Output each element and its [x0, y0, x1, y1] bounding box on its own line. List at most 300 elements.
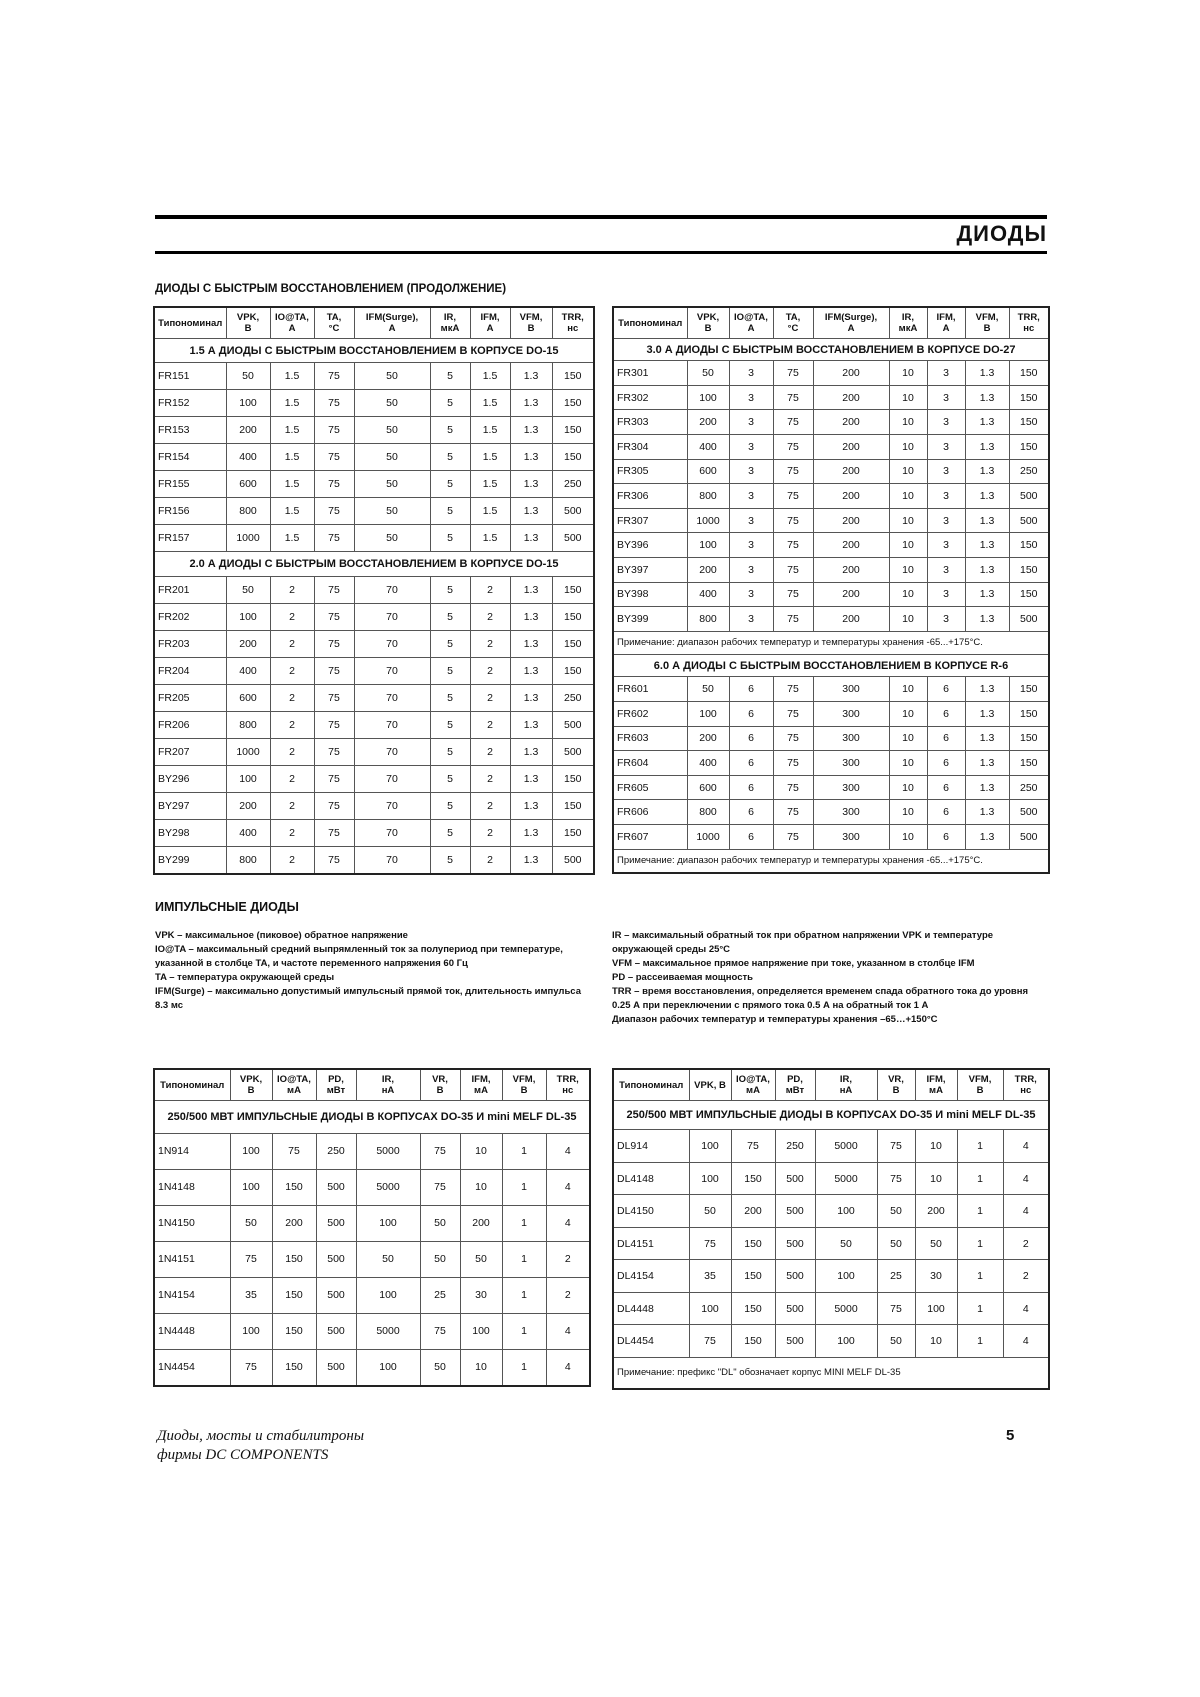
value-cell: 200 — [813, 435, 889, 460]
column-header-label: TRR, — [1014, 1074, 1037, 1085]
column-header — [689, 1069, 731, 1101]
value-cell: 3 — [729, 385, 773, 410]
column-header — [502, 1069, 546, 1101]
pulse-diodes-table-right — [612, 1068, 1050, 1390]
value-cell: 5 — [430, 819, 470, 846]
column-header-unit: °C — [328, 323, 340, 334]
value-cell: 500 — [316, 1169, 356, 1205]
value-cell: 75 — [420, 1133, 460, 1169]
value-cell: 300 — [813, 751, 889, 776]
legend-item: VPK – максимальное (пиковое) обратное напряжение — [155, 930, 408, 941]
value-cell: 150 — [1009, 435, 1049, 460]
legend-item: IFM(Surge) – максимально допустимый импульсный прямой ток, длительность импульса 8.3 мс — [155, 986, 581, 1011]
value-cell: 75 — [773, 751, 813, 776]
header-row — [613, 307, 1049, 339]
table-row — [154, 1349, 590, 1386]
value-cell: 3 — [729, 607, 773, 632]
column-header — [773, 307, 813, 339]
part-number-cell: BY296 — [154, 765, 226, 792]
part-number-cell: FR606 — [613, 800, 687, 825]
value-cell: 250 — [552, 471, 594, 498]
value-cell: 1.5 — [470, 363, 510, 390]
value-cell: 100 — [687, 385, 729, 410]
column-header-unit: °C — [787, 323, 799, 334]
part-number-cell: DL914 — [613, 1130, 689, 1163]
column-header-label: VPK, В — [694, 1079, 726, 1091]
table-note: Примечание: диапазон рабочих температур и температуры хранения -65...+175°C. — [613, 631, 1049, 654]
value-cell: 75 — [314, 390, 354, 417]
value-cell: 3 — [927, 459, 965, 484]
column-header — [546, 1069, 590, 1101]
column-header-unit: нс — [1023, 323, 1035, 334]
column-header-label: IO@TA, — [275, 312, 309, 323]
value-cell: 1.3 — [510, 846, 552, 874]
value-cell: 2 — [270, 765, 314, 792]
column-header-label: IO@TA, — [736, 1074, 770, 1085]
value-cell: 200 — [813, 410, 889, 435]
value-cell: 75 — [420, 1313, 460, 1349]
header-row — [613, 1069, 1049, 1101]
value-cell: 1.3 — [965, 361, 1009, 386]
value-cell: 2 — [270, 684, 314, 711]
part-number-cell: FR201 — [154, 576, 226, 603]
value-cell: 75 — [314, 363, 354, 390]
value-cell: 50 — [420, 1349, 460, 1386]
value-cell: 5 — [430, 630, 470, 657]
value-cell: 150 — [731, 1260, 775, 1293]
part-number-cell: FR603 — [613, 726, 687, 751]
value-cell: 100 — [815, 1325, 877, 1358]
value-cell: 5000 — [356, 1133, 420, 1169]
value-cell: 3 — [927, 557, 965, 582]
column-header-unit: мВт — [785, 1085, 805, 1096]
value-cell: 10 — [460, 1349, 502, 1386]
value-cell: 300 — [813, 726, 889, 751]
value-cell: 100 — [460, 1313, 502, 1349]
column-header — [1003, 1069, 1049, 1101]
value-cell: 2 — [470, 765, 510, 792]
value-cell: 200 — [915, 1195, 957, 1228]
value-cell: 1.3 — [510, 819, 552, 846]
value-cell: 300 — [813, 677, 889, 702]
value-cell: 50 — [354, 525, 430, 552]
footer-caption — [157, 1427, 364, 1465]
value-cell: 70 — [354, 792, 430, 819]
value-cell: 1.5 — [470, 417, 510, 444]
value-cell: 200 — [226, 792, 270, 819]
column-header-label: IR, — [381, 1074, 395, 1085]
column-header-label: VR, — [888, 1074, 904, 1085]
value-cell: 4 — [546, 1205, 590, 1241]
value-cell: 500 — [775, 1292, 815, 1325]
value-cell: 50 — [460, 1241, 502, 1277]
value-cell: 5 — [430, 711, 470, 738]
value-cell: 1.3 — [965, 435, 1009, 460]
value-cell: 150 — [1009, 677, 1049, 702]
value-cell: 150 — [731, 1162, 775, 1195]
table-row — [613, 702, 1049, 727]
value-cell: 75 — [773, 410, 813, 435]
value-cell: 250 — [775, 1130, 815, 1163]
value-cell: 200 — [226, 630, 270, 657]
part-number-cell: FR203 — [154, 630, 226, 657]
table-row — [613, 410, 1049, 435]
part-number-cell: 1N4154 — [154, 1277, 230, 1313]
value-cell: 1 — [957, 1325, 1003, 1358]
value-cell: 70 — [354, 711, 430, 738]
value-cell: 100 — [356, 1205, 420, 1241]
column-header — [430, 307, 470, 339]
pulse-legend-right — [612, 929, 1048, 1027]
value-cell: 70 — [354, 765, 430, 792]
value-cell: 1.3 — [510, 444, 552, 471]
value-cell: 300 — [813, 824, 889, 849]
column-header — [316, 1069, 356, 1101]
value-cell: 150 — [731, 1325, 775, 1358]
column-header-label: VPK, — [239, 1074, 263, 1085]
value-cell: 75 — [314, 576, 354, 603]
value-cell: 3 — [729, 361, 773, 386]
value-cell: 100 — [226, 603, 270, 630]
value-cell: 500 — [316, 1277, 356, 1313]
column-header-unit: В — [983, 323, 991, 334]
value-cell: 1 — [502, 1241, 546, 1277]
column-header-label: TRR, — [556, 1074, 579, 1085]
value-cell: 10 — [915, 1162, 957, 1195]
value-cell: 1.5 — [270, 363, 314, 390]
value-cell: 10 — [889, 459, 927, 484]
value-cell: 2 — [470, 792, 510, 819]
part-number-cell: 1N4151 — [154, 1241, 230, 1277]
value-cell: 75 — [773, 677, 813, 702]
table-row — [613, 1260, 1049, 1293]
value-cell: 75 — [773, 385, 813, 410]
value-cell: 100 — [815, 1195, 877, 1228]
value-cell: 75 — [314, 765, 354, 792]
table-row — [613, 726, 1049, 751]
value-cell: 200 — [813, 361, 889, 386]
value-cell: 500 — [1009, 508, 1049, 533]
table-row — [154, 1277, 590, 1313]
value-cell: 1.3 — [510, 792, 552, 819]
value-cell: 1 — [502, 1313, 546, 1349]
value-cell: 1.3 — [965, 726, 1009, 751]
column-header — [915, 1069, 957, 1101]
value-cell: 75 — [314, 444, 354, 471]
column-header-label: PD, — [787, 1074, 803, 1085]
column-header — [889, 307, 927, 339]
value-cell: 150 — [1009, 361, 1049, 386]
column-header-unit: А — [747, 323, 755, 334]
value-cell: 5 — [430, 471, 470, 498]
header-row — [154, 307, 594, 339]
value-cell: 500 — [552, 711, 594, 738]
part-number-cell: FR152 — [154, 390, 226, 417]
value-cell: 50 — [815, 1227, 877, 1260]
group-row — [154, 339, 594, 363]
column-header-unit: нА — [839, 1085, 853, 1096]
legend-item: PD – рассеиваемая мощность — [612, 972, 753, 983]
column-header-unit: нс — [567, 323, 579, 334]
value-cell: 1 — [957, 1130, 1003, 1163]
part-number-cell: FR302 — [613, 385, 687, 410]
value-cell: 100 — [687, 702, 729, 727]
note-row — [613, 1357, 1049, 1388]
value-cell: 1.5 — [270, 390, 314, 417]
part-number-cell: BY396 — [613, 533, 687, 558]
value-cell: 200 — [813, 533, 889, 558]
value-cell: 10 — [889, 508, 927, 533]
column-header-unit: А — [288, 323, 296, 334]
column-header-label: VFM, — [975, 312, 999, 323]
value-cell: 6 — [729, 775, 773, 800]
value-cell: 400 — [687, 435, 729, 460]
value-cell: 150 — [1009, 533, 1049, 558]
value-cell: 1.3 — [510, 738, 552, 765]
value-cell: 75 — [314, 792, 354, 819]
group-row — [613, 1101, 1049, 1130]
column-header — [272, 1069, 316, 1101]
value-cell: 800 — [687, 607, 729, 632]
value-cell: 150 — [272, 1241, 316, 1277]
column-header-label: TA, — [785, 312, 801, 323]
fast-section-title: ДИОДЫ С БЫСТРЫМ ВОССТАНОВЛЕНИЕМ (ПРОДОЛЖЕНИЕ) — [155, 283, 507, 295]
part-number-cell: DL4454 — [613, 1325, 689, 1358]
value-cell: 800 — [226, 498, 270, 525]
value-cell: 2 — [1003, 1260, 1049, 1293]
pulse-diodes-table-left — [153, 1068, 591, 1387]
table-row — [613, 582, 1049, 607]
value-cell: 4 — [1003, 1292, 1049, 1325]
value-cell: 5000 — [815, 1292, 877, 1325]
value-cell: 10 — [889, 361, 927, 386]
value-cell: 3 — [729, 533, 773, 558]
value-cell: 2 — [546, 1241, 590, 1277]
value-cell: 70 — [354, 738, 430, 765]
value-cell: 75 — [420, 1169, 460, 1205]
table-row — [154, 792, 594, 819]
value-cell: 4 — [546, 1169, 590, 1205]
value-cell: 200 — [226, 417, 270, 444]
value-cell: 5 — [430, 684, 470, 711]
value-cell: 250 — [316, 1133, 356, 1169]
column-header-label: IFM, — [926, 1074, 946, 1085]
value-cell: 100 — [815, 1260, 877, 1293]
value-cell: 6 — [729, 677, 773, 702]
table-row — [613, 1325, 1049, 1358]
value-cell: 500 — [552, 738, 594, 765]
value-cell: 5000 — [815, 1162, 877, 1195]
value-cell: 500 — [775, 1162, 815, 1195]
table-row — [154, 1205, 590, 1241]
value-cell: 1.3 — [510, 363, 552, 390]
column-header — [613, 307, 687, 339]
value-cell: 10 — [460, 1169, 502, 1205]
value-cell: 150 — [1009, 702, 1049, 727]
group-row — [613, 655, 1049, 677]
value-cell: 100 — [687, 533, 729, 558]
value-cell: 50 — [354, 363, 430, 390]
value-cell: 5000 — [356, 1169, 420, 1205]
value-cell: 1000 — [226, 738, 270, 765]
value-cell: 400 — [687, 582, 729, 607]
value-cell: 4 — [1003, 1162, 1049, 1195]
value-cell: 150 — [552, 819, 594, 846]
value-cell: 400 — [687, 751, 729, 776]
value-cell: 10 — [460, 1133, 502, 1169]
value-cell: 150 — [272, 1349, 316, 1386]
column-header-unit: В — [520, 1085, 528, 1096]
value-cell: 6 — [729, 726, 773, 751]
note-row — [613, 631, 1049, 654]
column-header — [927, 307, 965, 339]
column-header — [731, 1069, 775, 1101]
table-row — [154, 738, 594, 765]
value-cell: 70 — [354, 576, 430, 603]
table-row — [154, 1241, 590, 1277]
value-cell: 1.5 — [470, 471, 510, 498]
table-row — [613, 361, 1049, 386]
column-header — [270, 307, 314, 339]
value-cell: 2 — [470, 630, 510, 657]
value-cell: 50 — [420, 1205, 460, 1241]
value-cell: 10 — [889, 557, 927, 582]
value-cell: 10 — [889, 800, 927, 825]
value-cell: 75 — [773, 361, 813, 386]
part-number-cell: FR307 — [613, 508, 687, 533]
pulse-section-title: ИМПУЛЬСНЫЕ ДИОДЫ — [155, 900, 299, 914]
value-cell: 50 — [420, 1241, 460, 1277]
value-cell: 2 — [470, 576, 510, 603]
value-cell: 1.3 — [965, 410, 1009, 435]
column-header-unit: А — [486, 323, 494, 334]
table-row — [613, 1195, 1049, 1228]
part-number-cell: DL4150 — [613, 1195, 689, 1228]
column-header-unit: А — [942, 323, 950, 334]
value-cell: 1 — [502, 1277, 546, 1313]
part-number-cell: BY398 — [613, 582, 687, 607]
value-cell: 75 — [314, 471, 354, 498]
value-cell: 1 — [957, 1162, 1003, 1195]
part-number-cell: FR153 — [154, 417, 226, 444]
table-row — [154, 684, 594, 711]
value-cell: 400 — [226, 657, 270, 684]
value-cell: 10 — [889, 824, 927, 849]
value-cell: 70 — [354, 630, 430, 657]
value-cell: 50 — [354, 498, 430, 525]
value-cell: 300 — [813, 800, 889, 825]
column-header — [813, 307, 889, 339]
value-cell: 75 — [314, 603, 354, 630]
column-header — [687, 307, 729, 339]
value-cell: 75 — [773, 800, 813, 825]
value-cell: 75 — [877, 1162, 915, 1195]
part-number-cell: FR157 — [154, 525, 226, 552]
value-cell: 4 — [1003, 1130, 1049, 1163]
value-cell: 2 — [270, 657, 314, 684]
table-row — [613, 800, 1049, 825]
value-cell: 500 — [1009, 800, 1049, 825]
column-header-label: PD, — [328, 1074, 344, 1085]
column-header-unit: В — [704, 323, 712, 334]
value-cell: 2 — [270, 738, 314, 765]
value-cell: 6 — [927, 677, 965, 702]
value-cell: 150 — [272, 1169, 316, 1205]
table-row — [154, 417, 594, 444]
table-row — [154, 444, 594, 471]
table-row — [613, 557, 1049, 582]
value-cell: 5 — [430, 657, 470, 684]
value-cell: 500 — [775, 1195, 815, 1228]
value-cell: 100 — [226, 765, 270, 792]
value-cell: 2 — [470, 819, 510, 846]
value-cell: 2 — [470, 684, 510, 711]
value-cell: 6 — [729, 824, 773, 849]
column-header — [226, 307, 270, 339]
part-number-cell: FR601 — [613, 677, 687, 702]
value-cell: 75 — [773, 533, 813, 558]
value-cell: 100 — [915, 1292, 957, 1325]
column-header — [314, 307, 354, 339]
value-cell: 150 — [552, 576, 594, 603]
value-cell: 150 — [552, 444, 594, 471]
column-header-unit: нА — [381, 1085, 395, 1096]
table-row — [613, 1162, 1049, 1195]
fast-recovery-table-left — [153, 306, 595, 875]
column-header — [1009, 307, 1049, 339]
value-cell: 500 — [1009, 484, 1049, 509]
value-cell: 6 — [927, 824, 965, 849]
value-cell: 6 — [927, 751, 965, 776]
value-cell: 150 — [272, 1277, 316, 1313]
value-cell: 500 — [552, 498, 594, 525]
column-header-label: TRR, — [1017, 312, 1040, 323]
value-cell: 100 — [689, 1162, 731, 1195]
page-title: ДИОДЫ — [956, 221, 1047, 246]
value-cell: 75 — [314, 819, 354, 846]
value-cell: 10 — [915, 1325, 957, 1358]
column-header-unit: А — [388, 323, 396, 334]
value-cell: 75 — [731, 1130, 775, 1163]
table-row — [154, 498, 594, 525]
value-cell: 50 — [354, 444, 430, 471]
column-header — [154, 307, 226, 339]
value-cell: 1.3 — [965, 677, 1009, 702]
table-row — [154, 657, 594, 684]
value-cell: 2 — [1003, 1227, 1049, 1260]
value-cell: 800 — [687, 800, 729, 825]
value-cell: 200 — [813, 484, 889, 509]
value-cell: 2 — [270, 603, 314, 630]
value-cell: 1.3 — [965, 557, 1009, 582]
table-row — [154, 363, 594, 390]
table-row — [613, 385, 1049, 410]
table-row — [154, 603, 594, 630]
value-cell: 100 — [226, 390, 270, 417]
part-number-cell: FR306 — [613, 484, 687, 509]
column-header — [470, 307, 510, 339]
value-cell: 150 — [272, 1313, 316, 1349]
column-header — [356, 1069, 420, 1101]
part-number-cell: FR207 — [154, 738, 226, 765]
table-note: Примечание: диапазон рабочих температур и температуры хранения -65...+175°C. — [613, 849, 1049, 873]
value-cell: 1.5 — [270, 471, 314, 498]
value-cell: 1.5 — [470, 525, 510, 552]
value-cell: 75 — [877, 1292, 915, 1325]
part-number-cell: FR156 — [154, 498, 226, 525]
column-header — [420, 1069, 460, 1101]
value-cell: 5000 — [815, 1130, 877, 1163]
